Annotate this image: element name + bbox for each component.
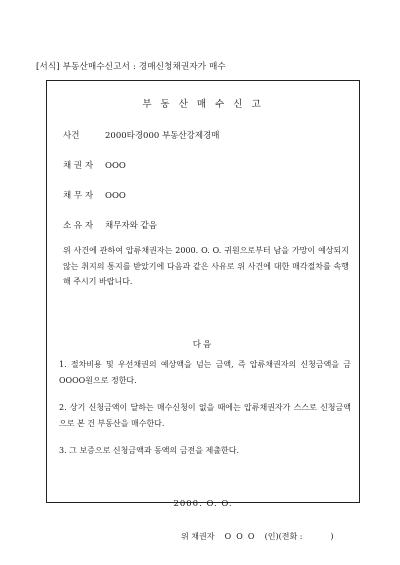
creditor-label: 채 권 자 [63, 161, 94, 171]
debtor-label: 채 무 자 [63, 191, 94, 201]
intro-paragraph: 위 사건에 관하여 압류채권자는 2000. O. O. 귀원으로부터 남을 가망이 예상되지 않는 취지의 통지를 받았기에 다음과 같은 사유로 위 사건에 대한 매각절차를 속행해 주시기 바랍니다. [63, 246, 349, 286]
conditions-list [59, 357, 351, 471]
condition-item: 3. 그 보증으로 신청금액과 동액의 금전을 제출한다. [59, 446, 239, 455]
form-frame [46, 80, 360, 541]
form-title: 부 동 산 매 수 신 고 [142, 99, 264, 110]
case-label: 사건 [63, 131, 80, 141]
creditor-value: OOO [105, 161, 126, 171]
debtor-field [63, 189, 126, 201]
case-field [63, 129, 219, 141]
date-line: 2000. O. O. [173, 499, 233, 509]
signature-line: 위 채권자 O O O (인)(전화 : ) [181, 532, 334, 541]
document-caption: [서식] 부동산매수신고서 : 경매신청채권자가 매수 [36, 62, 226, 72]
condition-item: 2. 상기 신청금액이 달하는 매수신청이 없을 때에는 압류채권자가 스스로 신청금액으로 본 건 부동산을 매수한다. [59, 403, 351, 428]
creditor-field [63, 159, 126, 171]
owner-value: 채무자와 같음 [105, 221, 157, 231]
debtor-value: OOO [105, 191, 126, 201]
condition-item: 1. 절차비용 및 우선채권의 예상액을 넘는 금액, 즉 압류채권자의 신청금액을 금 OOOO원으로 정한다. [59, 360, 351, 385]
case-value: 2000타경000 부동산강제경매 [105, 131, 220, 141]
section-heading: 다음 [192, 340, 214, 350]
owner-label: 소 유 자 [63, 221, 94, 231]
owner-field [63, 219, 157, 231]
